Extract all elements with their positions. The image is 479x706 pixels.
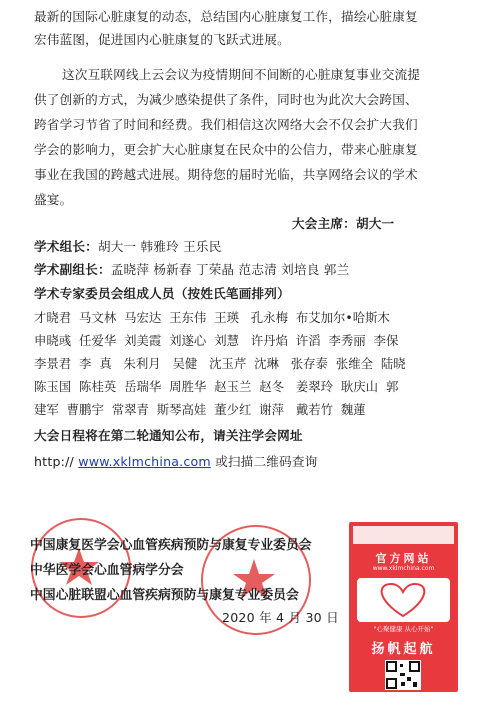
group-leaders-label: 学术组长：	[34, 239, 98, 254]
qr-code-icon[interactable]	[385, 660, 421, 690]
card-emblem	[357, 578, 450, 622]
website-line	[34, 451, 454, 474]
committee-row: 李景君 李 真 朱利月 吴健 沈玉芹 沈琳 张存泰 张维全 陆晓	[34, 356, 406, 371]
schedule-notice: 大会日程将在第二轮通知公布，请关注学会网址	[34, 428, 303, 443]
committee-row: 建军 曹鹏宇 常翠青 斯琴高娃 董少红 谢萍 戴若竹 魏蓮	[34, 402, 366, 417]
paragraph-line: 事业在我国的跨越式进展。期待您的届时光临，共享网络会议的学术	[34, 167, 418, 182]
committee-row: 申晓彧 任爱华 刘美霞 刘遂心 刘慧 许丹焰 许滔 李秀丽 李保	[34, 333, 399, 348]
deputy-leaders-line	[34, 259, 454, 282]
organization-line: 中国康复医学会心血管疾病预防与康复专业委员会	[30, 538, 312, 553]
committee-row: 陈玉国 陈桂英 岳瑞华 周胜华 赵玉兰 赵冬 姜翠玲 耿庆山 郭	[34, 379, 399, 394]
paragraph-line: 盛宴。	[34, 192, 73, 207]
card-slogan: "心聚健康 从心开始"	[373, 625, 434, 633]
card-header-banner	[353, 526, 454, 544]
chair-line: 大会主席：胡大一	[292, 216, 395, 231]
paragraph-line: 最新的国际心脏康复的动态，总结国内心脏康复工作，描绘心脏康复	[34, 9, 418, 24]
document-date: 2020 年 4 月 30 日	[222, 610, 339, 625]
deputy-leaders-names: 孟晓萍 杨新春 丁荣晶 范志清 刘培良 郭兰	[110, 262, 350, 277]
url-prefix: http://	[34, 454, 74, 469]
paragraph-line: 宏伟蓝图，促进国内心脏康复的飞跃式进展。	[34, 32, 290, 47]
paragraph-line: 供了创新的方式，为减少感染提供了条件，同时也为此次大会跨国、	[34, 92, 418, 107]
paragraph-line: 这次互联网线上云会议为疫情期间不间断的心脏康复事业交流提	[62, 67, 421, 82]
promo-card	[349, 522, 458, 692]
group-leaders-line	[34, 236, 454, 259]
group-leaders-names: 胡大一 韩雅玲 王乐民	[97, 239, 222, 254]
organization-line: 中国心脏联盟心血管疾病预防与康复专业委员会	[30, 588, 299, 603]
deputy-leaders-label: 学术副组长：	[34, 262, 111, 277]
committee-row: 才晓君 马文林 马宏达 王东伟 王瑛 孔永梅 布艾加尔•哈斯木	[34, 310, 390, 325]
url-suffix: 或扫描二维码查询	[210, 454, 318, 469]
organization-line: 中华医学会心血管病学分会	[30, 563, 184, 578]
website-link[interactable]: www.xklmchina.com	[78, 454, 211, 469]
card-title: 官方网站	[375, 552, 432, 565]
paragraph-line: 跨省学习节省了时间和经费。我们相信这次网络大会不仅会扩大我们	[34, 117, 418, 132]
card-motto: 扬帆起航	[371, 642, 436, 657]
committee-title: 学术专家委员会组成人员（按姓氏笔画排列）	[34, 286, 290, 301]
card-url: www.xklmchina.com	[372, 565, 435, 572]
paragraph-line: 学会的影响力，更会扩大心脏康复在民众中的公信力，带来心脏康复	[34, 142, 418, 157]
